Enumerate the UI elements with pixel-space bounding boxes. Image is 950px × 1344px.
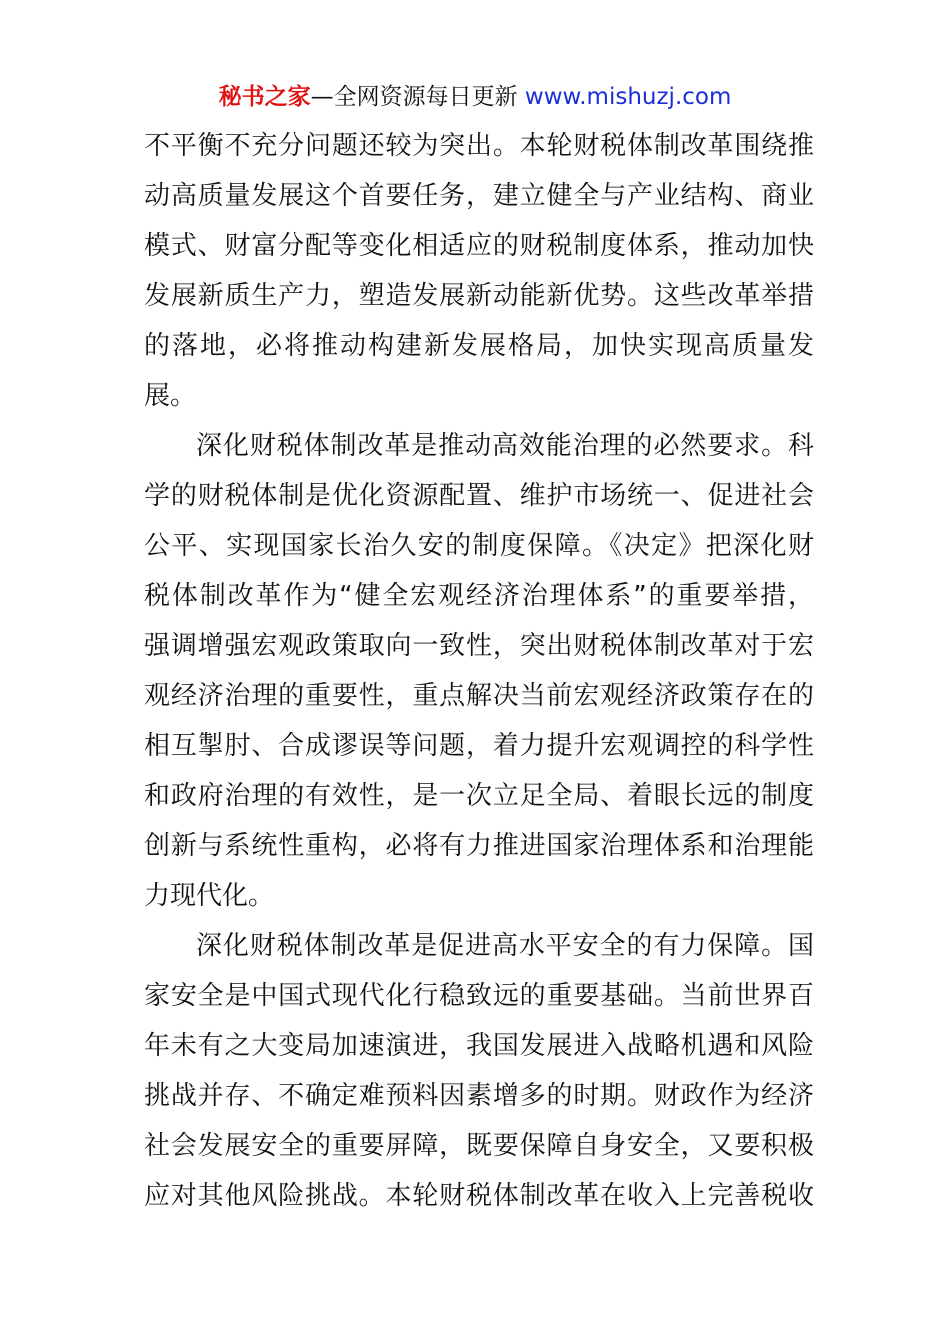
text-line: 相互掣肘、合成谬误等问题，着力提升宏观调控的科学性 xyxy=(144,731,814,761)
site-url-link[interactable]: www.mishuzj.com xyxy=(524,84,732,110)
text-line: 发展新质生产力，塑造发展新动能新优势。这些改革举措 xyxy=(144,281,814,311)
document-body xyxy=(144,121,814,1221)
text-line: 创新与系统性重构，必将有力推进国家治理体系和治理能 xyxy=(144,831,814,861)
header-tagline: —全网资源每日更新 xyxy=(310,84,518,110)
paragraph-2 xyxy=(144,421,814,921)
text-line: 社会发展安全的重要屏障，既要保障自身安全，又要积极 xyxy=(144,1131,814,1161)
text-line: 应对其他风险挑战。本轮财税体制改革在收入上完善税收 xyxy=(144,1181,814,1211)
brand-name: 秘书之家 xyxy=(218,84,311,110)
text-line: 强调增强宏观政策取向一致性，突出财税体制改革对于宏 xyxy=(144,631,814,661)
text-line: 观经济治理的重要性，重点解决当前宏观经济政策存在的 xyxy=(144,681,814,711)
paragraph-1 xyxy=(144,121,814,421)
text-line: 展。 xyxy=(144,381,197,411)
text-line: 家安全是中国式现代化行稳致远的重要基础。当前世界百 xyxy=(144,981,814,1011)
text-line: 年未有之大变局加速演进，我国发展进入战略机遇和风险 xyxy=(144,1031,814,1061)
text-line: 的落地，必将推动构建新发展格局，加快实现高质量发 xyxy=(144,331,814,361)
text-line: 模式、财富分配等变化相适应的财税制度体系，推动加快 xyxy=(144,231,814,261)
text-line: 学的财税体制是优化资源配置、维护市场统一、促进社会 xyxy=(144,481,814,511)
text-line: 不平衡不充分问题还较为突出。本轮财税体制改革围绕推 xyxy=(144,131,814,161)
text-line: 力现代化。 xyxy=(144,881,275,911)
text-line: 深化财税体制改革是促进高水平安全的有力保障。国 xyxy=(196,931,814,961)
text-line: 税体制改革作为“健全宏观经济治理体系”的重要举措， xyxy=(144,581,814,611)
text-line: 和政府治理的有效性，是一次立足全局、着眼长远的制度 xyxy=(144,781,814,811)
text-line: 深化财税体制改革是推动高效能治理的必然要求。科 xyxy=(196,431,814,461)
text-line: 动高质量发展这个首要任务，建立健全与产业结构、商业 xyxy=(144,181,814,211)
page-header xyxy=(0,82,950,112)
text-line: 公平、实现国家长治久安的制度保障。《决定》把深化财 xyxy=(144,531,814,561)
paragraph-3 xyxy=(144,921,814,1221)
text-line: 挑战并存、不确定难预料因素增多的时期。财政作为经济 xyxy=(144,1081,814,1111)
